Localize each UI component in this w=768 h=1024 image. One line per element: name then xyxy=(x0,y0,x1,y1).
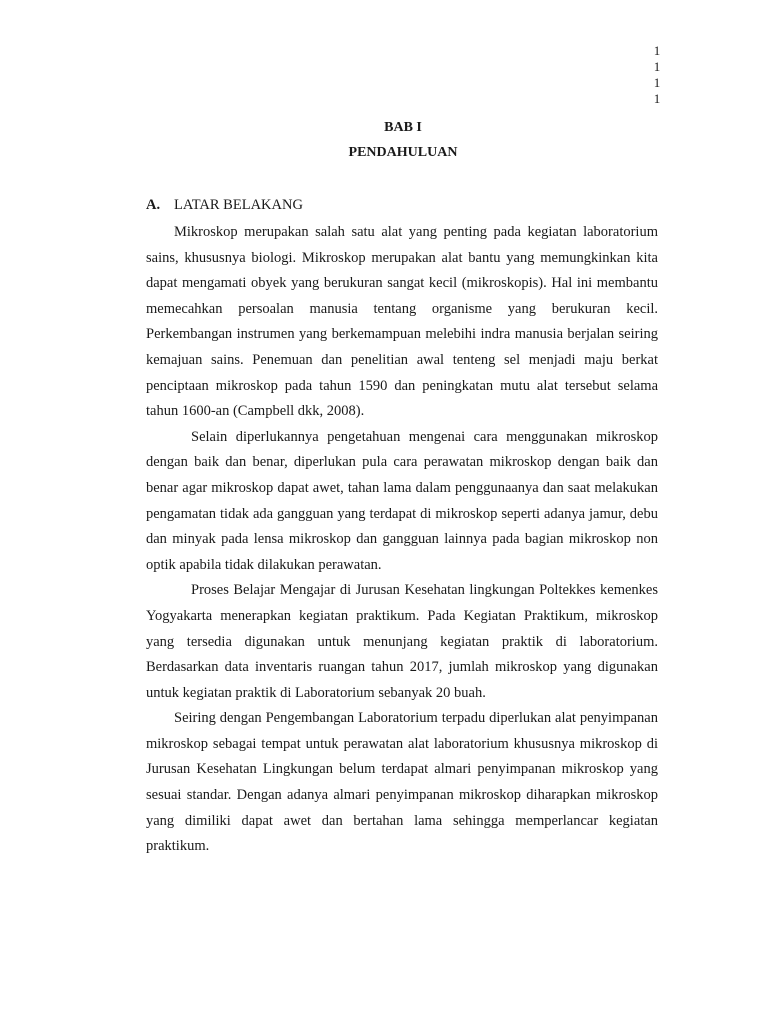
page-number xyxy=(651,43,663,107)
paragraph-3: Proses Belajar Mengajar di Jurusan Kesehatan lingkungan Poltekkes kemenkes Yogyakarta menerapkan kegiatan praktikum. Pada Kegiatan Praktikum, mikroskop yang tersedia digunakan untuk menunjang kegiatan praktik di laboratorium. Berdasarkan data inventaris ruangan tahun 2017, jumlah mikroskop yang digunakan untuk kegiatan praktik di Laboratorium sebanyak 20 buah. xyxy=(146,582,658,701)
page-number-line: 1 xyxy=(653,91,661,106)
paragraph-1: Mikroskop merupakan salah satu alat yang penting pada kegiatan laboratorium sains, khususnya biologi. Mikroskop merupakan alat bantu yang memungkinkan kita dapat mengamati obyek yang berukuran sangat kecil (mikroskopis). Hal ini membantu memecahkan persoalan manusia tentang organisme yang berukuran kecil. Perkembangan instrumen yang berkemampuan melebihi indra manusia berjalan seiring kemajuan sains. Penemuan dan penelitian awal tenteng sel menjadi maju berkat penciptaan mikroskop pada tahun 1590 dan peningkatan mutu alat tersebut selama tahun 1600-an (Campbell dkk, 2008). xyxy=(146,224,658,420)
page-number-line: 1 xyxy=(653,75,661,90)
page-number-line: 1 xyxy=(653,59,661,74)
section-heading xyxy=(146,196,303,214)
page-number-line: 1 xyxy=(653,43,661,58)
paragraph-4: Seiring dengan Pengembangan Laboratorium terpadu diperlukan alat penyimpanan mikroskop sebagai tempat untuk perawatan alat laboratorium khususnya mikroskop di Jurusan Kesehatan Lingkungan belum terdapat almari penyimpanan mikroskop yang sesuai standar. Dengan adanya almari penyimpanan mikroskop diharapkan mikroskop yang dimiliki dapat awet dan bertahan lama sehingga memperlancar kegiatan praktikum. xyxy=(146,710,658,855)
section-letter: A. xyxy=(146,197,161,213)
paragraph-2: Selain diperlukannya pengetahuan mengenai cara menggunakan mikroskop dengan baik dan benar, diperlukan pula cara perawatan mikroskop dengan baik dan benar agar mikroskop dapat awet, tahan lama dalam penggunaanya dan saat melakukan pengamatan tidak ada gangguan yang terdapat di mikroskop seperti adanya jamur, debu dan minyak pada lensa mikroskop dan gangguan lainnya pada bagian mikroskop non optik apabila tidak dilakukan perawatan. xyxy=(146,428,658,573)
section-title: LATAR BELAKANG xyxy=(174,197,303,213)
body-text xyxy=(146,220,658,860)
chapter-number: BAB I xyxy=(384,120,422,135)
chapter-title: PENDAHULUAN xyxy=(348,145,458,160)
